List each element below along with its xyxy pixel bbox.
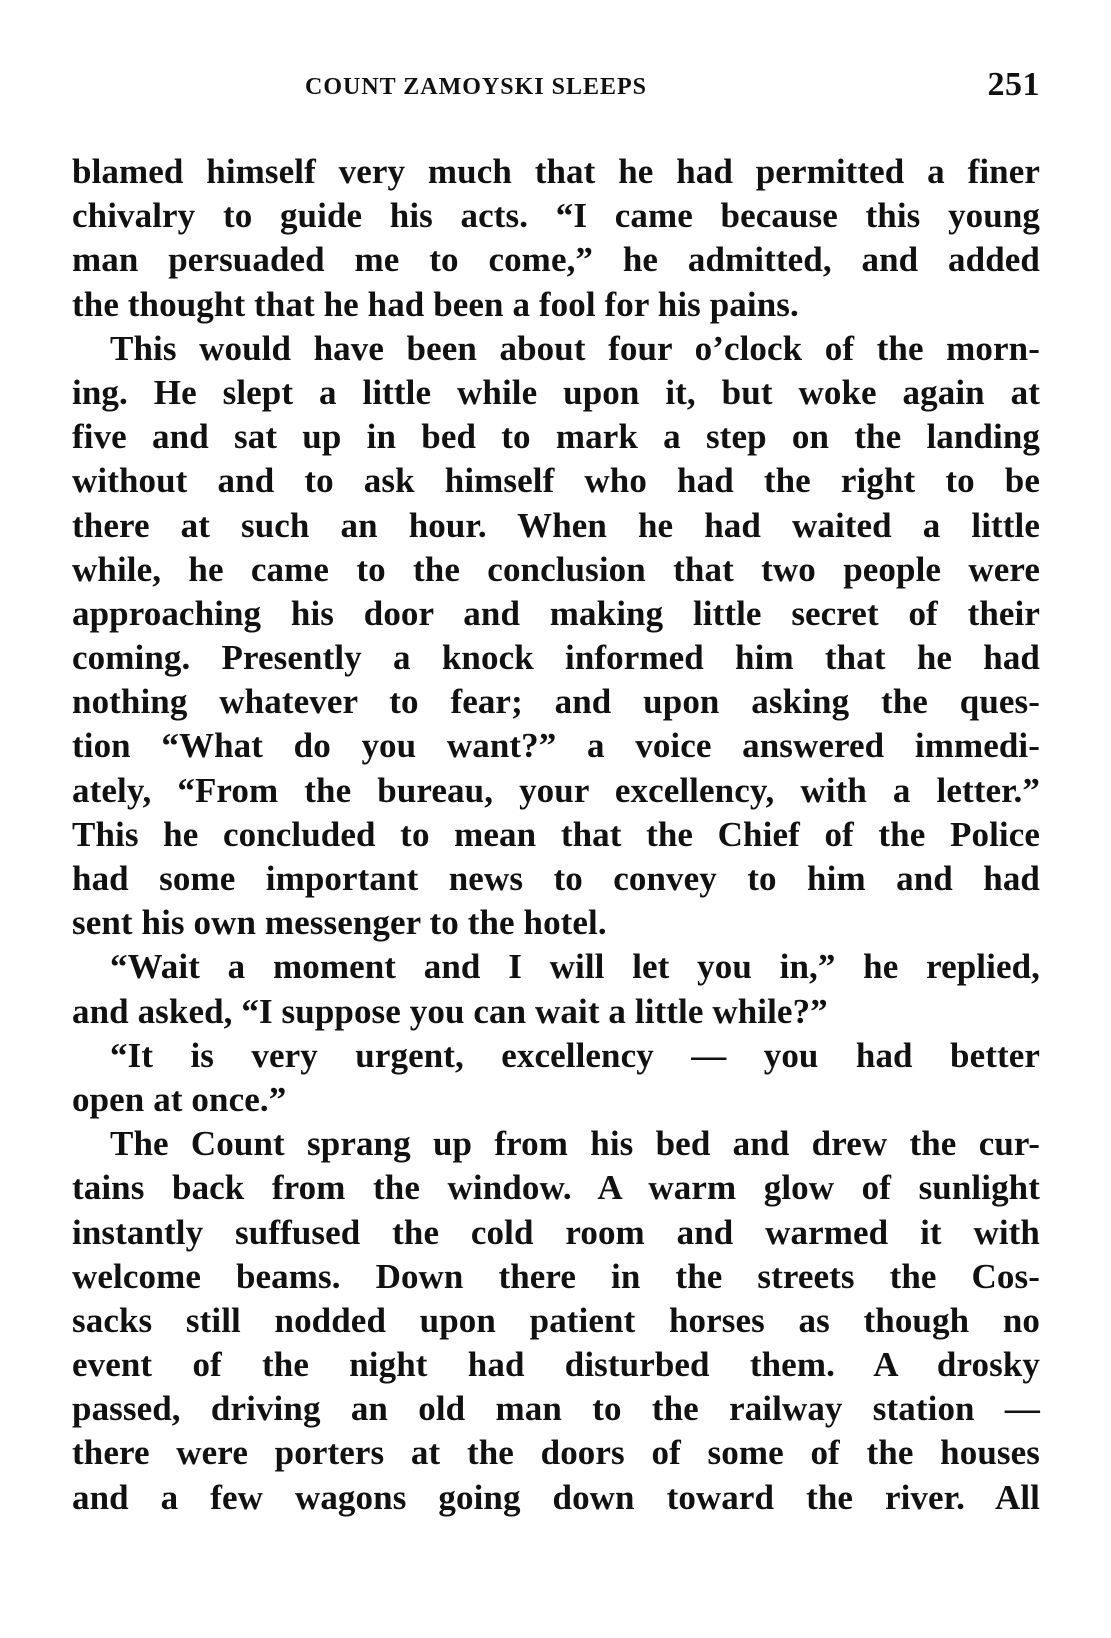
- text-line: “Wait a moment and I will let you in,” he replied,: [110, 947, 1040, 987]
- text-line: sacks still nodded upon patient horses as though no: [72, 1300, 1040, 1340]
- body-text: [72, 150, 1040, 1520]
- text-line: This he concluded to mean that the Chief of the Police: [72, 814, 1040, 854]
- text-line: blamed himself very much that he had permitted a finer: [72, 152, 1040, 191]
- text-line: coming. Presently a knock informed him that he had: [72, 638, 1040, 678]
- text-line: and a few wagons going down toward the river. All: [72, 1477, 1040, 1517]
- page-number: 251: [987, 66, 1040, 103]
- running-title: COUNT ZAMOYSKI SLEEPS: [305, 74, 647, 100]
- text-line: and asked, “I suppose you can wait a little while?”: [72, 991, 828, 1031]
- text-line: there were porters at the doors of some of the houses: [72, 1433, 1040, 1473]
- text-line: approaching his door and making little secret of their: [72, 593, 1040, 633]
- text-line: while, he came to the conclusion that two people were: [72, 549, 1040, 589]
- text-line: welcome beams. Down there in the streets the Cos-: [72, 1256, 1040, 1296]
- text-line: man persuaded me to come,” he admitted, and added: [72, 240, 1040, 280]
- text-line: chivalry to guide his acts. “I came because this young: [72, 196, 1040, 236]
- text-line: without and to ask himself who had the right to be: [72, 461, 1040, 501]
- text-line: open at once.”: [72, 1079, 287, 1119]
- running-head: [72, 64, 1040, 104]
- text-line: “It is very urgent, excellency — you had better: [110, 1035, 1040, 1075]
- text-line: passed, driving an old man to the railway station —: [72, 1389, 1040, 1429]
- text-line: five and sat up in bed to mark a step on the landing: [72, 417, 1040, 457]
- text-line: ately, “From the bureau, your excellency, with a letter.”: [72, 770, 1040, 810]
- text-line: ing. He slept a little while upon it, but woke again at: [72, 372, 1040, 412]
- text-line: instantly suffused the cold room and warmed it with: [72, 1212, 1040, 1252]
- text-line: event of the night had disturbed them. A drosky: [72, 1345, 1040, 1385]
- text-line: had some important news to convey to him and had: [72, 859, 1040, 898]
- text-line: there at such an hour. When he had waited a little: [72, 505, 1040, 545]
- text-line: tion “What do you want?” a voice answered immedi-: [72, 726, 1040, 766]
- text-line: sent his own messenger to the hotel.: [72, 903, 607, 943]
- text-line: tains back from the window. A warm glow of sunlight: [72, 1168, 1040, 1208]
- text-line: the thought that he had been a fool for his pains.: [72, 284, 799, 324]
- text-line: The Count sprang up from his bed and drew the cur-: [110, 1124, 1040, 1164]
- text-line: This would have been about four o’clock of the morn-: [110, 328, 1040, 368]
- text-line: nothing whatever to fear; and upon asking the ques-: [72, 682, 1040, 722]
